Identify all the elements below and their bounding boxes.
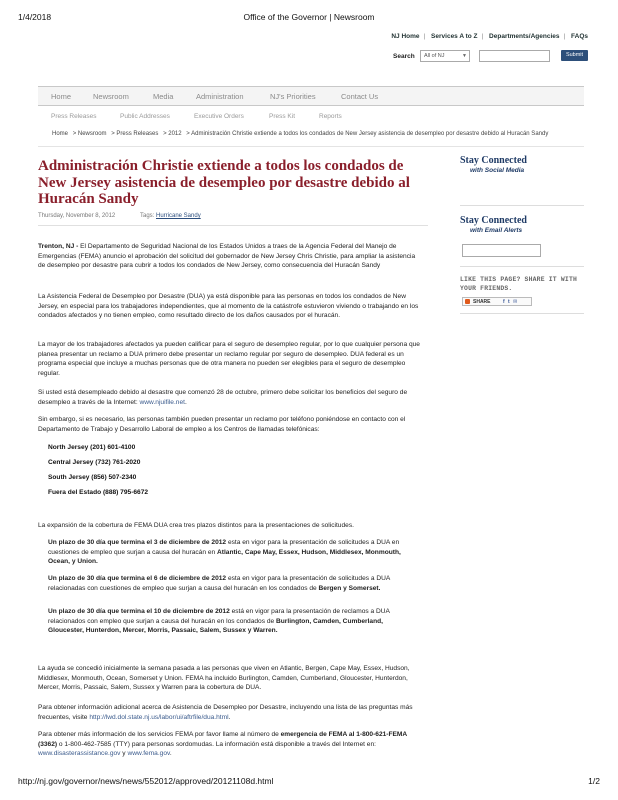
phone-out-of-state: Fuera del Estado (888) 795-6672 (48, 489, 149, 496)
paragraph-3: La mayor de los trabajadores afectados ya pueden calificar para el seguro de desempleo regular, por lo que cualquier persona que planea presentar un reclamo a DUA primero debe presentar un reclamo regular por seguro de desempleo. DUA federal es un programa especial que incluye a muchas personas que de otra manera no pueden ser elegibles para el seguro de desempleo regular. (38, 341, 420, 377)
sub-nav (38, 111, 584, 123)
subnav-executive-orders[interactable]: Executive Orders (194, 113, 244, 120)
article-meta (38, 213, 428, 219)
social-media-heading: Stay Connected (460, 155, 527, 166)
search-scope-select[interactable] (420, 50, 470, 62)
paragraph-8-end: . (228, 713, 231, 721)
paragraph-5: Sin embargo, si es necesario, las personas también pueden presentar un reclamo por teléfono poniéndose en contacto con el Departamento de Trabajo y Desarrollo Laboral de empleo a los Centros de llamadas telefónicas: (38, 416, 406, 433)
top-link-departments[interactable]: Departments/Agencies (489, 33, 560, 40)
top-link-faqs[interactable]: FAQs (571, 33, 588, 40)
nav-contact-us[interactable]: Contact Us (341, 92, 379, 101)
deadline-3-counties: Burlington, Camden, Cumberland, Gloucester, Hunterdon, Mercer, Morris, Passaic, Salem, Sussex y Warren. (48, 617, 383, 635)
paragraph-9-end: . (169, 750, 172, 758)
paragraph-9-text: Para obtener más información de los servicios FEMA por favor llame al número de (38, 731, 281, 738)
phone-south: South Jersey (856) 507-2340 (48, 474, 137, 481)
email-alerts-heading: Stay Connected (460, 215, 527, 226)
divider (460, 266, 584, 267)
paragraph-4-end: . (184, 398, 187, 406)
paragraph-2: La Asistencia Federal de Desempleo por Desastre (DUA) ya está disponible para las personas en todos los condados de New Jersey, en especial para los trabajadores independientes, que al momento de la catástrofe estuvieron viviendo o trabajando en los condados afectados y no tienen empleo, como resultado directo de los daños causados por el huracán. (38, 293, 419, 320)
paragraph-9 (38, 730, 420, 759)
paragraph-9-and: y (120, 750, 128, 758)
social-icons: f t ✉ (503, 299, 519, 305)
deadline-2 (48, 574, 413, 593)
divider (38, 146, 584, 147)
print-url: http://nj.gov/governor/news/news/552012/approved/20121108d.html (18, 776, 274, 786)
nav-administration[interactable]: Administration (196, 92, 244, 101)
search-bar (393, 50, 593, 64)
breadcrumb-press-releases[interactable]: > Press Releases (111, 131, 159, 137)
phone-central: Central Jersey (732) 761-2020 (48, 459, 141, 466)
deadline-2-counties: Bergen y Somerset. (318, 584, 381, 592)
deadline-1-counties: Atlantic, Cape May, Essex, Hudson, Middlesex, Monmouth, Ocean, y Union. (48, 548, 401, 566)
deadline-3-text: está en vigor para la presentación de reclamos a DUA relacionados con empleo que surjan a causa del huracán en los condados de (48, 608, 390, 625)
tag-link[interactable]: Hurricane Sandy (156, 213, 201, 219)
fema-hotline: emergencia de FEMA al 1-800-621-FEMA (3362) (38, 731, 407, 748)
nav-nj-priorities[interactable]: NJ's Priorities (270, 92, 316, 101)
nav-newsroom[interactable]: Newsroom (93, 92, 129, 101)
deadline-1-date: Un plazo de 30 día que termina el 3 de diciembre de 2012 (48, 539, 227, 546)
fema-link[interactable]: www.fema.gov (127, 750, 170, 758)
deadline-2-text: esta en vigor para la presentación de solicitudes a DUA relacionadas con cuestiones de empleo que surjan a causa del huracán en los condados de (48, 575, 390, 592)
breadcrumb-home[interactable]: Home (52, 131, 69, 137)
social-media-subheading[interactable]: with Social Media (470, 167, 525, 174)
paragraph-8 (38, 703, 420, 722)
disasterassistance-link[interactable]: www.disasterassistance.gov (38, 750, 121, 758)
breadcrumb-newsroom[interactable]: > Newsroom (72, 131, 107, 137)
phone-north: North Jersey (201) 601-4100 (48, 444, 136, 451)
paragraph-8-text: Para obtener información adicional acerca de Asistencia de Desempleo por Desastre, incluyendo una lista de las preguntas más frecuentes, visite (38, 704, 413, 721)
njuifile-link[interactable]: www.njuifile.net (139, 398, 185, 406)
paragraph-4-text: Si usted está desempleado debido al desastre que comenzó 28 de octubre, primero debe solicitar los beneficios del seguro de desempleo a través de la Internet: (38, 389, 408, 406)
divider (460, 205, 584, 206)
email-alerts-subheading: with Email Alerts (470, 227, 523, 234)
dua-faq-link[interactable]: http://lwd.dol.state.nj.us/labor/ui/aftrfile/dua.html (89, 713, 229, 721)
chevron-down-icon: ▼ (462, 53, 467, 59)
paragraph-6: La expansión de la cobertura de FEMA DUA crea tres plazos distintos para la presentaciones de solicitudes. (38, 522, 354, 529)
deadline-3-date: Un plazo de 30 día que termina el 10 de diciembre de 2012 (48, 608, 230, 615)
subnav-reports[interactable]: Reports (319, 113, 342, 120)
breadcrumb-year[interactable]: > 2012 (163, 131, 182, 137)
top-links: NJ Home | Services A to Z | Departments/Agencies | FAQs (391, 33, 588, 40)
search-scope-value: All of NJ (424, 53, 445, 59)
search-input[interactable] (479, 50, 550, 62)
paragraph-9-text-2: o 1-800-462-7585 (TTY) para personas sordomudas. La información está disponible a través del Internet en: (57, 740, 376, 748)
page-number: 1/2 (588, 776, 600, 786)
email-alert-input[interactable] (462, 244, 541, 257)
share-label: SHARE (473, 299, 491, 305)
subnav-press-kit[interactable]: Press Kit (269, 113, 296, 120)
article-date: Thursday, November 8, 2012 (38, 213, 116, 219)
dateline: Trenton, NJ - (38, 243, 79, 250)
deadline-2-date: Un plazo de 30 día que termina el 6 de diciembre de 2012 (48, 575, 227, 582)
main-nav (38, 86, 584, 106)
tags-label: Tags: (140, 213, 155, 219)
top-link-services[interactable]: Services A to Z (431, 33, 478, 40)
paragraph-7: La ayuda se concedió inicialmente la semana pasada a las personas que viven en Atlantic, Bergen, Cape May, Essex, Hudson, Middlesex, Monmouth, Ocean, Somerset y Union. FEMA ha incluido Burlington, Camden, Cumberland, Gloucester, Hunterdon, Mercer, Morris, Passaic, Salem, Sussex y Warren para la cobertura de DUA. (38, 665, 410, 692)
top-link-nj-home[interactable]: NJ Home (391, 33, 420, 40)
deadline-1-text: esta en vigor para la presentación de solicitudes a DUA en cuestiones de empleo que surjan a causa del huracán en (48, 539, 400, 556)
paragraph-4 (38, 388, 420, 407)
paragraph-1 (38, 242, 420, 271)
paragraph-1-text: El Departamento de Seguridad Nacional de los Estados Unidos a traes de la Agencia Federal del Manejo de Emergencias (FEMA) anuncio el aprobación del solicitud del gobernador de New Jersey Chris Christie, para ampliar la asistencia de desempleo por desastre para cubrir a todos los condados de New Jersey, como consecuencia del Huracán Sandy (38, 243, 416, 270)
share-button[interactable] (462, 297, 532, 306)
print-title: Office of the Governor | Newsroom (243, 12, 375, 22)
nav-home[interactable]: Home (51, 92, 72, 101)
deadline-1 (48, 538, 413, 567)
page-title: Administración Christie extiende a todos los condados de New Jersey asistencia de desempleo por desastre debido al Huracán Sandy (38, 158, 410, 207)
deadline-3 (48, 607, 413, 636)
search-submit-button[interactable]: Submit (561, 50, 588, 61)
print-date: 1/4/2018 (18, 12, 52, 22)
subnav-press-releases[interactable]: Press Releases (51, 113, 97, 120)
share-prompt: LIKE THIS PAGE? SHARE IT WITH YOUR FRIENDS. (460, 276, 578, 292)
nav-media[interactable]: Media (153, 92, 174, 101)
subnav-public-addresses[interactable]: Public Addresses (120, 113, 170, 120)
breadcrumb-current: > Administración Christie extiende a todos los condados de New Jersey asistencia de desempleo por desastre debido al Huracán Sandy (186, 131, 549, 137)
divider (38, 225, 428, 226)
share-icon (465, 299, 470, 304)
search-label: Search (393, 53, 415, 60)
print-header (18, 12, 600, 26)
breadcrumb (52, 131, 551, 137)
divider (460, 313, 584, 314)
